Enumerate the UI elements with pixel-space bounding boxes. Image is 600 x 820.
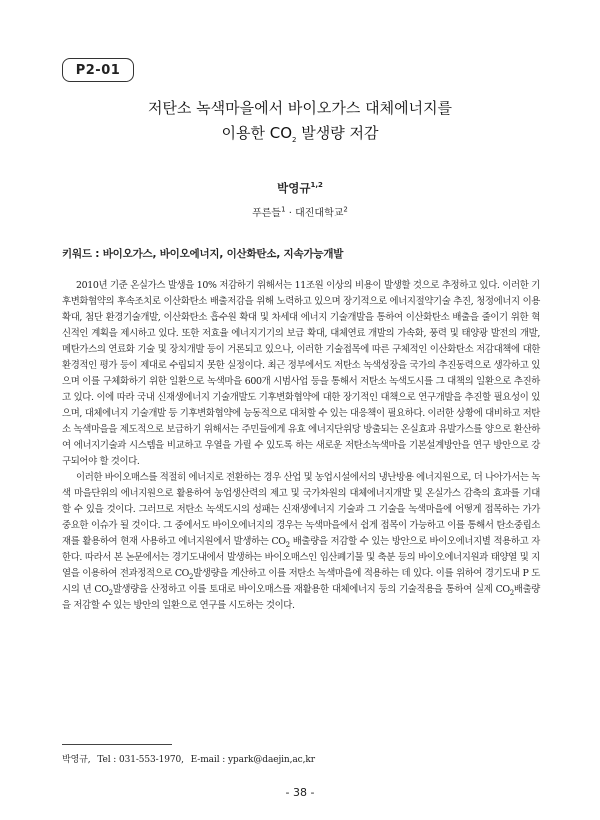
footnote-tel: Tel : 031-553-1970,	[97, 755, 184, 765]
footnote	[62, 752, 319, 765]
title-subscript: 2	[292, 136, 297, 144]
affiliations	[0, 204, 600, 219]
paper-title	[0, 96, 600, 146]
body-p2-text-c: 발생량을 계산하고 이를 저탄소 녹색마을에 적용하는 데 있다. 이를 위하여 경기도내 P 도시의 년 CO	[62, 568, 540, 595]
keywords: 키워드 : 바이오가스, 바이오에너지, 이산화탄소, 지속가능개발	[62, 248, 344, 260]
title-line-2	[0, 121, 600, 146]
footnote-email: E-mail : ypark@daejin,ac,kr	[190, 755, 315, 765]
footnote-divider	[62, 744, 172, 745]
title-line-2-post: 발생량 저감	[296, 124, 379, 142]
co2-subscript: 2	[509, 588, 514, 597]
body-p2-text-b: 배출량을 저감할 수 있는 방안으로 바이오에너지별 적용하고 자 한다. 따라서 본 논문에서는 경기도내에서 발생하는 바이오매스인 임산폐기물 및 축분 등의 바이오에너지원과 태양열 및 지열을 이용하여 전과정적으로 CO	[62, 536, 540, 579]
author-name: 박영규	[277, 181, 311, 195]
body-p2-text-d: 발생량을 산정하고 이를 토대로 바이오매스를 재활용한 대체에너지 등의 기술적용을 통하여 실제 CO	[112, 584, 510, 595]
title-line-2-pre: 이용한 CO	[221, 124, 293, 142]
affiliation-1-mark: 1	[281, 205, 286, 214]
co2-subscript: 2	[189, 572, 194, 581]
body-paragraph-2	[62, 470, 540, 614]
title-line-1: 저탄소 녹색마을에서 바이오가스 대체에너지를	[147, 99, 453, 117]
co2-subscript: 2	[285, 540, 290, 549]
affiliation-2-mark: 2	[343, 205, 348, 214]
affiliation-2: 대진대학교	[295, 208, 344, 219]
page-number: - 38 -	[285, 786, 315, 799]
footnote-name: 박영규,	[62, 755, 91, 765]
abstract-body	[62, 278, 540, 614]
affiliation-separator: ·	[285, 208, 296, 219]
author-marks: 1,2	[310, 181, 323, 190]
affiliation-1: 푸른들	[252, 208, 282, 219]
body-paragraph-1: 2010년 기준 온실가스 발생을 10% 저감하기 위해서는 11조원 이상의 비용이 발생할 것으로 추정하고 있다. 이러한 기후변화협약의 후속조치로 이산화탄소 배출저감을 위해 노력하고 있으며 장기적으로 에너지절약기술 추진, 청정에너지 이용확대, 첨단 환경기술개발, 이산화탄소 흡수원 확대 및 차세대 에너지 기술개발을 통하여 이산화탄소 배출을 줄이기 위한 혁신적인 계획을 제시하고 있다. 또한 저효율 에너지기기의 보급 확대, 대체연료 개발의 가속화, 풍력 및 태양광 발전의 개발, 메탄가스의 연료화 기술 및 장치개발 등이 거론되고 있으나, 이러한 기술접목에 따른 구체적인 이산화탄소 저감대책에 대한 환경적인 평가 등이 제대로 수립되지 못한 실정이다. 최근 정부에서도 저탄소 녹색성장을 국가의 추진동력으로 생각하고 있으며 이를 구체화하기 위한 일환으로 녹색마을 600개 시범사업 등을 통해서 저탄소 녹색도시를 그 대책의 일환으로 추진하고 있다. 이에 따라 국내 신재생에너지 기술개발도 기후변화협약에 대한 장기적인 대책으로 연구개발을 추진할 필요성이 있으며, 대체에너지 기술개발 등 기후변화협약에 능동적으로 대처할 수 있는 대응책이 필요하다. 이러한 상황에 대비하고 저탄소 녹색마을을 제도적으로 보급하기 위해서는 주민들에게 유효 에너지단위당 방출되는 온실효과 유발가스를 양으로 환산하여 에너지기술과 시스템을 비교하고 우열을 가릴 수 있도록 하는 새로운 저탄소녹색마을 기본설계방안을 연구 방안으로 강구되어야 할 것이다.	[62, 280, 540, 467]
session-badge: P2-01	[62, 58, 134, 82]
author	[0, 180, 600, 196]
body-p2-text-a: 이러한 바이오매스를 적절히 에너지로 전환하는 경우 산업 및 농업시설에서의 냉난방용 에너지원으로, 더 나아가서는 녹색 마을단위의 에너지원으로 활용하여 농업생산력의 제고 및 국가차원의 대체에너지개발 및 온실가스 감축의 효과를 기대할 수 있을 것이다. 그러므로 저탄소 녹색도시의 성패는 신재생에너지 기술과 그 기술을 녹색마을에 어떻게 접목하는 가가 중요한 이슈가 될 것이다. 그 중에서도 바이오에너지의 경우는 녹색마을에서 쉽게 접목이 가능하고 이를 통해서 탄소중립소재를 활용하여 현재 사용하고 에너지원에서 발생하는 CO	[62, 472, 540, 547]
co2-subscript: 2	[108, 588, 113, 597]
body-p2-text-e: 배출량을 저감할 수 있는 방안의 일환으로 연구를 시도하는 것이다.	[62, 584, 541, 611]
